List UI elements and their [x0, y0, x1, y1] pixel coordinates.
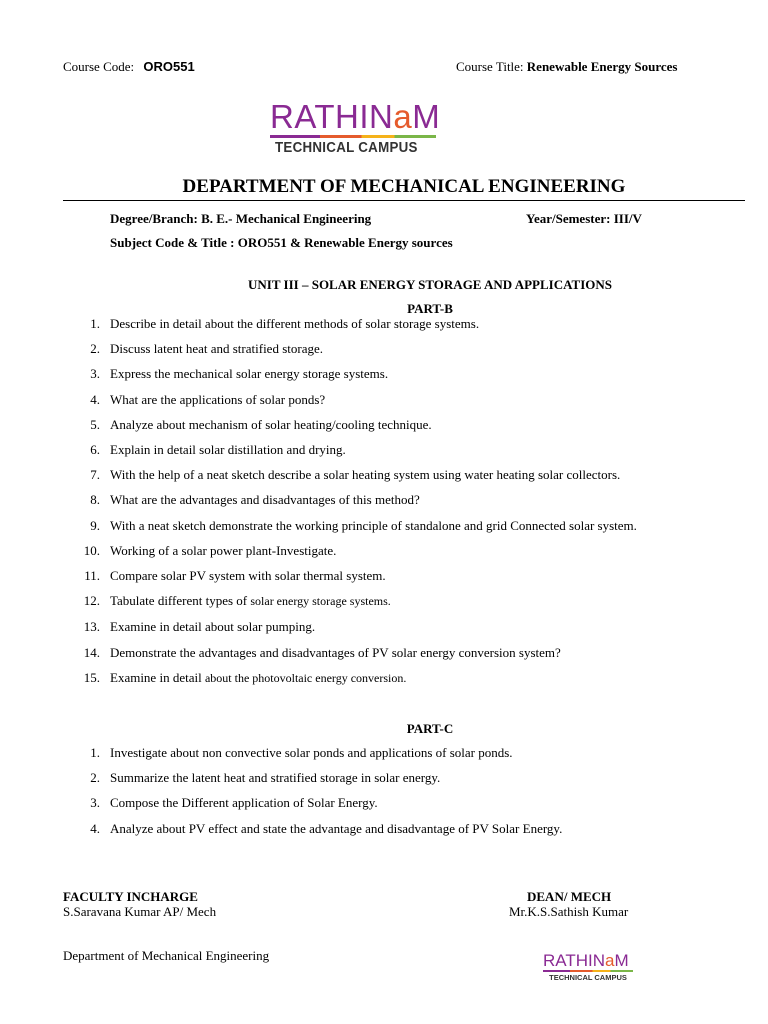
list-item: 3. Express the mechanical solar energy storage systems. — [90, 366, 389, 382]
footer-logo-subtitle: TECHNICAL CAMPUS — [549, 973, 627, 982]
footer-department: Department of Mechanical Engineering — [63, 948, 270, 963]
list-item: 2. Summarize the latent heat and stratified storage in solar energy. — [90, 770, 441, 786]
footer-logo-wordmark: RATHIN a M — [543, 951, 629, 970]
list-item: 4. Analyze about PV effect and state the advantage and disadvantage of PV Solar Energy. — [90, 820, 563, 836]
list-item: 1. Investigate about non convective solar ponds and applications of solar ponds. — [90, 745, 513, 760]
list-item: 2. Discuss latent heat and stratified storage. — [90, 341, 323, 357]
part-b-title: PART-B — [407, 301, 453, 316]
list-item: 6. Explain in detail solar distillation and drying. — [90, 442, 346, 458]
dean-title: DEAN/ MECH — [527, 889, 612, 904]
course-title-label: Course Title: — [456, 59, 524, 74]
part-c-title: PART-C — [406, 721, 454, 736]
list-item: 8. What are the advantages and disadvantages of this method? — [90, 492, 420, 508]
faculty-incharge-title: FACULTY INCHARGE — [63, 889, 198, 904]
department-title: DEPARTMENT OF MECHANICAL ENGINEERING — [182, 176, 626, 197]
list-item: 12. Tabulate different types of solar energy storage systems. — [83, 593, 391, 609]
logo-subtitle: TECHNICAL CAMPUS — [274, 140, 418, 156]
part-c-questions — [80, 740, 750, 841]
subject-code-title: Subject Code & Title : ORO551 & Renewable Energy sources — [110, 235, 453, 250]
course-code — [63, 59, 195, 75]
logo-wordmark: RATHIN a M — [270, 98, 441, 135]
institution-logo — [270, 98, 441, 156]
list-item: 15. Examine in detail about the photovoltaic energy conversion. — [83, 669, 407, 685]
footer-logo-color-bar — [543, 970, 633, 972]
course-title-value: Renewable Energy Sources — [526, 59, 678, 74]
list-item: 1. Describe in detail about the different methods of solar storage systems. — [90, 316, 480, 331]
course-code-label: Course Code: — [63, 59, 135, 74]
list-item: 5. Analyze about mechanism of solar heating/cooling technique. — [90, 416, 432, 432]
footer-logo — [543, 952, 635, 982]
list-item: 7. With the help of a neat sketch describe a solar heating system using water heating solar collectors. — [90, 467, 621, 483]
title-rule — [63, 200, 745, 201]
list-item: 13. Examine in detail about solar pumping. — [83, 619, 316, 635]
list-item: 10. Working of a solar power plant-Investigate. — [83, 542, 337, 558]
list-item: 14. Demonstrate the advantages and disadvantages of PV solar energy conversion system? — [83, 644, 561, 660]
dean-name: Mr.K.S.Sathish Kumar — [509, 904, 629, 919]
list-item: 4. What are the applications of solar ponds? — [90, 391, 326, 407]
list-item: 9. With a neat sketch demonstrate the working principle of standalone and grid Connected solar system. — [90, 517, 637, 533]
list-item: 3. Compose the Different application of Solar Energy. — [90, 795, 378, 811]
course-title — [456, 59, 678, 75]
unit-title: UNIT III – SOLAR ENERGY STORAGE AND APPLICATIONS — [248, 277, 612, 292]
course-code-value: ORO551 — [143, 59, 195, 74]
list-item: 11. Compare solar PV system with solar thermal system. — [84, 568, 386, 584]
part-b-questions — [80, 311, 750, 691]
year-semester: Year/Semester: III/V — [526, 211, 642, 226]
degree-branch: Degree/Branch: B. E.- Mechanical Engineering — [110, 211, 372, 226]
logo-color-bar — [270, 135, 436, 138]
faculty-incharge-name: S.Saravana Kumar AP/ Mech — [63, 904, 217, 919]
